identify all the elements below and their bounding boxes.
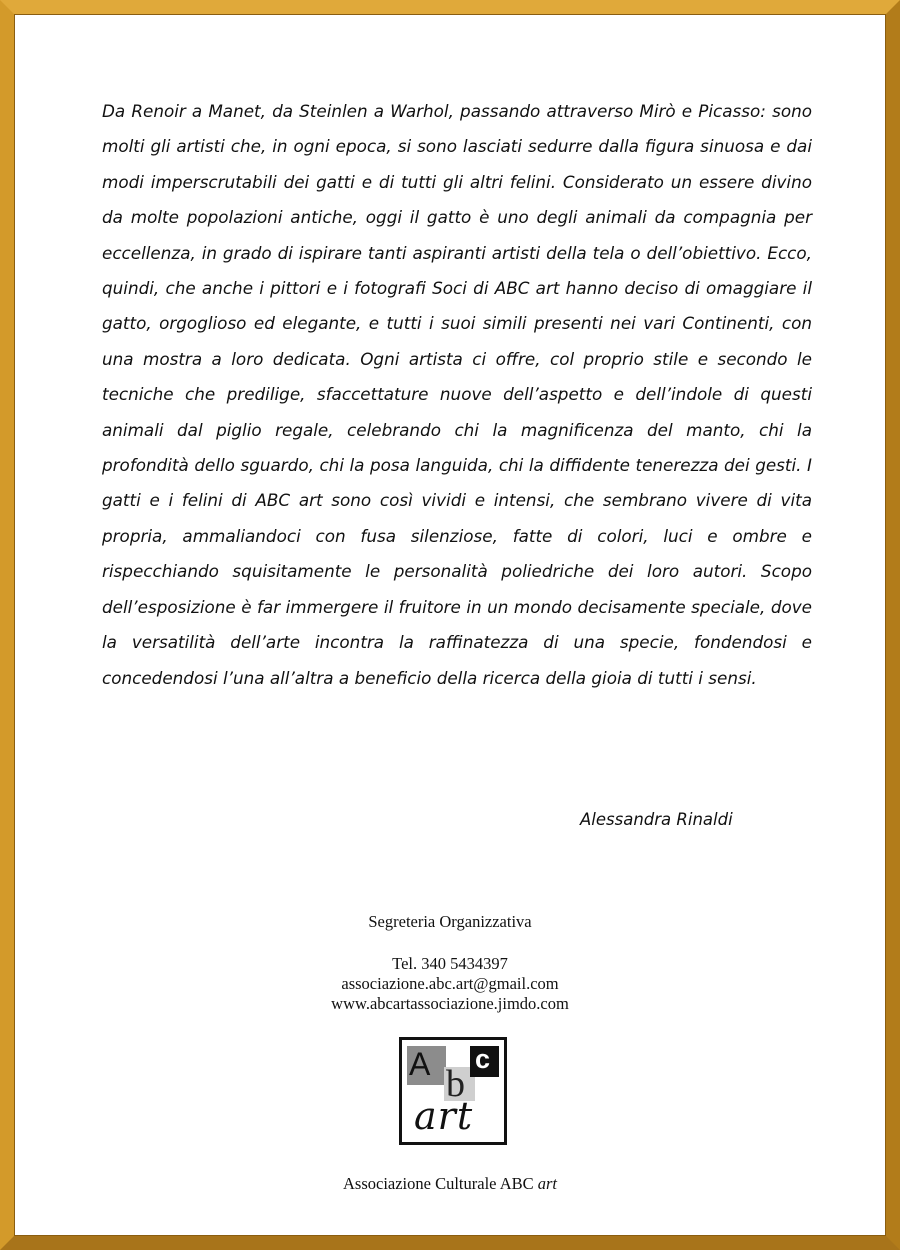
contact-phone: Tel. 340 5434397 xyxy=(392,954,508,973)
abc-art-logo xyxy=(399,1037,507,1145)
contact-website[interactable]: www.abcartassociazione.jimdo.com xyxy=(331,994,569,1013)
association-name-art: art xyxy=(537,1174,558,1193)
logo-word-art: art xyxy=(414,1094,474,1138)
logo-letter-a: A xyxy=(409,1046,431,1082)
logo-letter-b: b xyxy=(446,1063,465,1105)
association-name xyxy=(14,1174,886,1194)
author-signature: Alessandra Rinaldi xyxy=(580,810,733,829)
contact-block xyxy=(14,912,886,1014)
exhibition-description: Da Renoir a Manet, da Steinlen a Warhol, passando attraverso Mirò e Picasso: sono molti gli artisti che, in ogni epoca, si sono lasciati sedurre dalla figura sinuosa e dai modi imperscrutabili dei gatti e di tutti gli altri felini. Considerato un essere divino da molte popolazioni antiche, oggi il gatto è uno degli animali da compagnia per eccellenza, in grado di ispirare tanti aspiranti artisti della tela o dell’obiettivo. Ecco, quindi, che anche i pittori e i fotografi Soci di ABC art hanno deciso di omaggiare il gatto, orgoglioso ed elegante, e tutti i suoi simili presenti nei vari Continenti, con una mostra a loro dedicata. Ogni artista ci offre, col proprio stile e secondo le tecniche che predilige, sfaccettature nuove dell’aspetto e dell’indole di questi animali dal piglio regale, celebrando chi la magnificenza del manto, chi la profondità dello sguardo, chi la posa languida, chi la diffidente tenerezza dei gesti. I gatti e i felini di ABC art sono così vividi e intensi, che sembrano vivere di vita propria, ammaliandoci con fusa silenziose, fatte di colori, luci e ombre e rispecchiando squisitamente le personalità poliedriche dei loro autori. Scopo dell’esposizione è far immergere il fruitore in un mondo decisamente speciale, dove la versatilità dell’arte incontra la raffinatezza di una specie, fondendosi e concedendosi l’una all’altra a beneficio della ricerca della gioia di tutti i sensi. xyxy=(102,101,812,688)
association-name-text: Associazione Culturale ABC xyxy=(342,1174,534,1193)
contact-spacer xyxy=(14,932,886,954)
contact-email[interactable]: associazione.abc.art@gmail.com xyxy=(341,974,559,993)
contact-heading: Segreteria Organizzativa xyxy=(368,912,532,931)
logo-letter-c: c xyxy=(475,1044,491,1074)
